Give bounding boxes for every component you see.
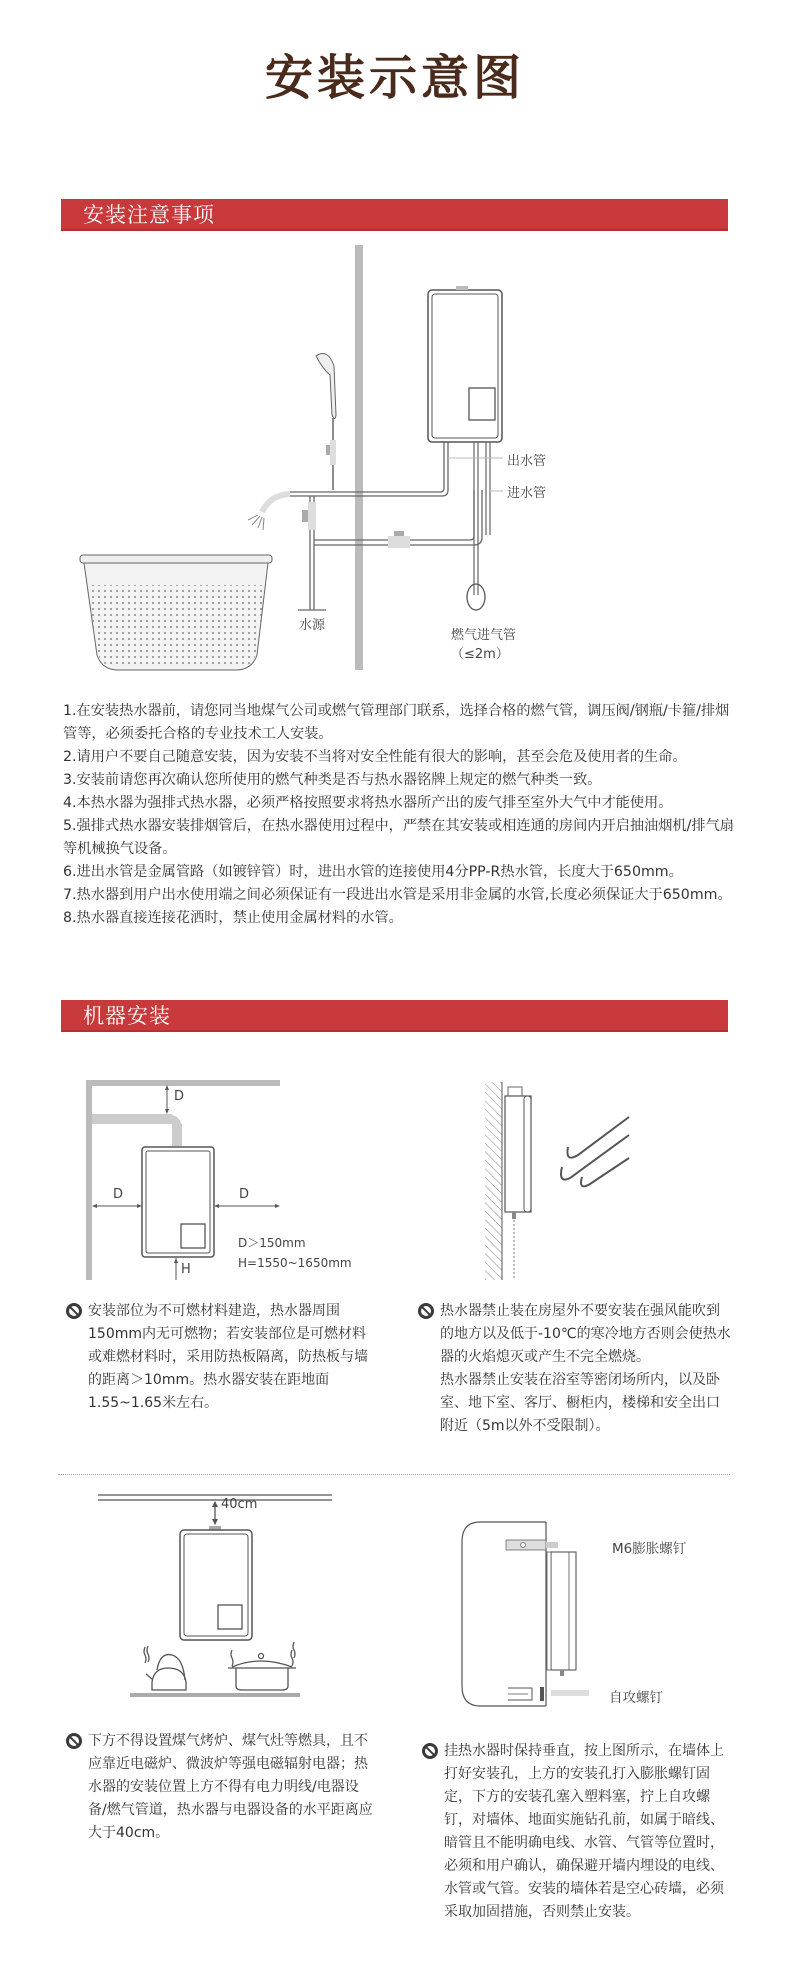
label-outlet-pipe: 出水管 xyxy=(507,454,547,469)
section-header-machine-install xyxy=(61,1000,728,1032)
wind-icon xyxy=(561,1117,629,1186)
label-self-tapping-screw: 自攻螺钉 xyxy=(609,1690,663,1706)
install-notes-list xyxy=(63,700,743,930)
section-header-label: 机器安装 xyxy=(83,1004,171,1028)
label-gas-inlet: 燃气进气管 xyxy=(451,628,517,643)
warning-mounting xyxy=(422,1740,727,1924)
label-d-left: D xyxy=(113,1187,124,1202)
note-item: 2.请用户不要自己随意安装，因为安装不当将对安全性能有很大的影响，甚至会危及使用者的生命。 xyxy=(63,749,687,765)
label-expansion-bolt: M6膨胀螺钉 xyxy=(612,1541,687,1557)
warning-text: 热水器禁止装在房屋外不要安装在强风能吹到的地方以及低于-10℃的寒冷地方否则会使热水器的火焰熄灭或产生不完全燃烧。 xyxy=(440,1303,731,1365)
label-d-top: D xyxy=(174,1089,185,1104)
clearance-40cm-svg xyxy=(60,1490,390,1710)
note-item: 5.强排式热水器安装排烟管后，在热水器使用过程中，严禁在其安装或相连通的房间内开启抽油烟机/排气扇等机械换气设备。 xyxy=(63,818,734,857)
note-item: 8.热水器直接连接花洒时，禁止使用金属材料的水管。 xyxy=(63,910,403,926)
label-inlet-pipe: 进水管 xyxy=(507,486,547,501)
section-header-label: 安装注意事项 xyxy=(83,203,215,227)
mounting-diagram-svg xyxy=(410,1480,740,1700)
note-item: 6.进出水管是金属管路（如镀锌管）时，进出水管的连接使用4分PP-R热水管，长度大于650mm。 xyxy=(63,864,683,880)
warning-text: 下方不得设置煤气烤炉、煤气灶等燃具，且不应靠近电磁炉、微波炉等强电磁辐射电器；热水器的安装位置上方不得有电力明线/电器设备/燃气管道，热水器与电器设备的水平距离应大于40cm。 xyxy=(88,1733,373,1841)
side-view-wind-svg xyxy=(410,1060,740,1280)
warning-appliances xyxy=(66,1730,376,1845)
warning-outdoor xyxy=(418,1300,733,1438)
kettle-icon xyxy=(144,1646,186,1690)
installation-diagram-svg xyxy=(0,240,790,700)
note-item: 1.在安装热水器前，请您同当地煤气公司或燃气管理部门联系，选择合格的燃气管，调压阀/钢瓶/卡箍/排烟管等，必须委托合格的专业技术工人安装。 xyxy=(63,703,730,742)
note-item: 4.本热水器为强排式热水器，必须严格按照要求将热水器所产出的废气排至室外大气中才能使用。 xyxy=(63,795,673,811)
water-heater-icon xyxy=(428,286,502,610)
note-item: 3.安装前请您再次确认您所使用的燃气种类是否与热水器铭牌上规定的燃气种类一致。 xyxy=(63,772,602,788)
warning-text: 安装部位为不可燃材料建造，热水器周围150mm内无可燃物；若安装部位是可燃材料或难燃材料时，采用防热板隔离，防热板与墙的距离＞10mm。热水器安装在距地面1.55~1.65米左右。 xyxy=(88,1303,368,1411)
pot-icon xyxy=(228,1642,296,1690)
label-clearance-40cm: 40cm xyxy=(221,1497,258,1512)
note-item: 7.热水器到用户出水使用端之间必须保证有一段进出水管是采用非金属的水管,长度必须保证大于650mm。 xyxy=(63,887,732,903)
prohibited-icon xyxy=(422,1743,438,1759)
prohibited-icon xyxy=(66,1303,82,1319)
basin-icon xyxy=(80,555,272,670)
warning-text: 挂热水器时保持垂直，按上图所示，在墙体上打好安装孔，上方的安装孔打入膨胀螺钉固定，下方的安装孔塞入塑料塞，拧上自攻螺钉，对墙体、地面实施钻孔前，如属于暗线、暗管且不能明确电线、水管、气管等位置时，必须和用户确认，确保避开墙内埋设的电线、水管或气管。安装的墙体若是空心砖墙，必须采取加固措施，否则禁止安装。 xyxy=(444,1743,724,1920)
label-d-right: D xyxy=(239,1187,250,1202)
section-header-install-notes xyxy=(61,199,728,231)
prohibited-icon xyxy=(418,1303,434,1319)
label-h: H xyxy=(181,1262,191,1277)
warning-material xyxy=(66,1300,371,1415)
shower-head-icon xyxy=(316,354,336,490)
warning-text: 热水器禁止安装在浴室等密闭场所内，以及卧室、地下室、客厅、橱柜内，楼梯和安全出口附近（5m以外不受限制）。 xyxy=(440,1372,720,1434)
divider xyxy=(58,1474,730,1475)
label-gas-inlet-limit: （≤2m） xyxy=(451,647,509,662)
prohibited-icon xyxy=(66,1733,82,1749)
label-spec-d: D＞150mm xyxy=(238,1236,306,1250)
page-title: 安装示意图 xyxy=(264,50,525,106)
label-water-source: 水源 xyxy=(299,618,326,633)
label-spec-h: H=1550~1650mm xyxy=(238,1256,352,1270)
clearance-diagram-svg xyxy=(70,1060,400,1280)
